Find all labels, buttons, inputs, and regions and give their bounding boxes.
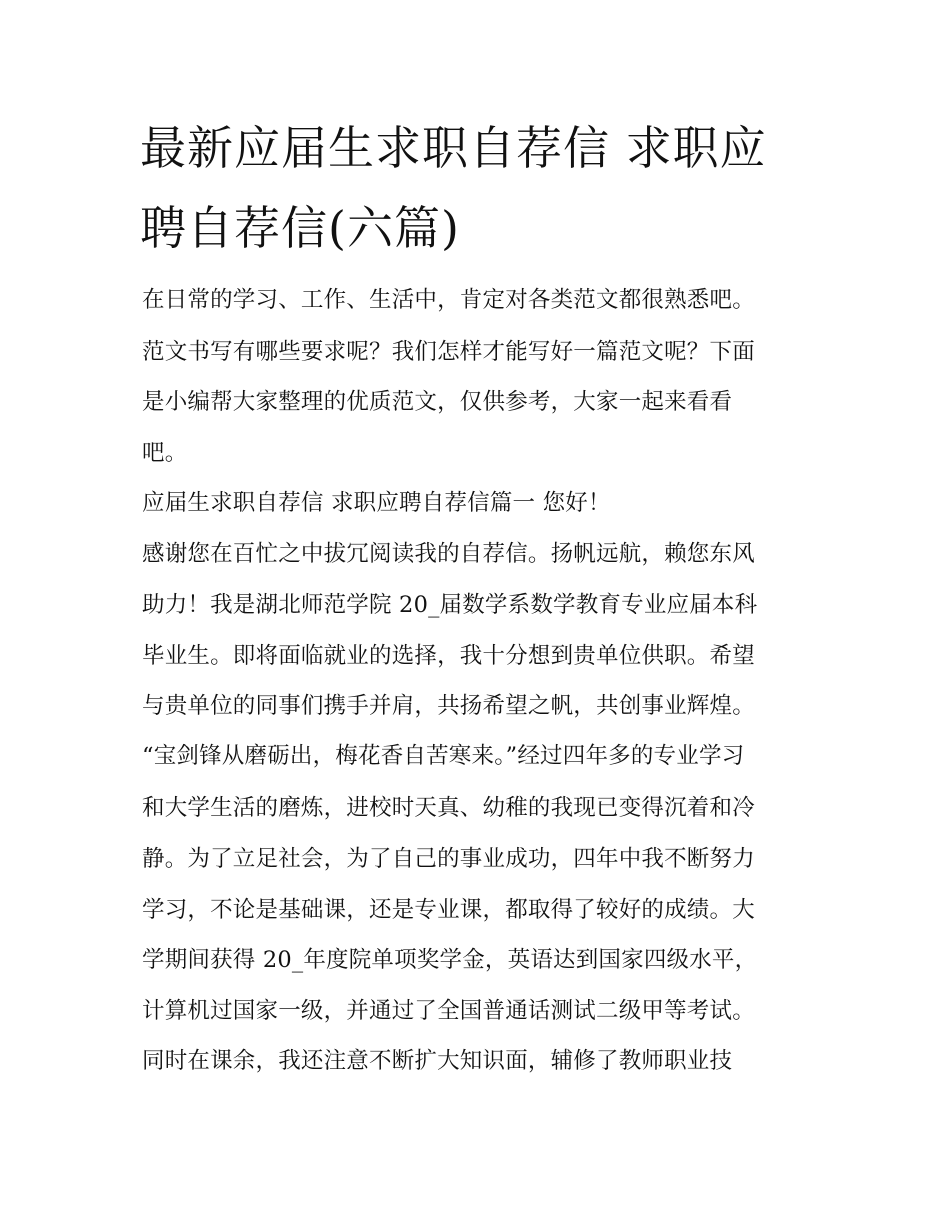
- body-text-line: 同时在课余，我还注意不断扩大知识面，辅修了教师职业技: [142, 1048, 733, 1074]
- body-text-line: 是小编帮大家整理的优质范文，仅供参考，大家一起来看看: [142, 389, 733, 415]
- body-text-line: 助力！我是湖北师范学院 20_届数学系数学教育专业应届本科: [142, 592, 758, 618]
- section-heading-line: 应届生求职自荐信 求职应聘自荐信篇一 您好！: [142, 490, 611, 516]
- body-text-line: 学期间获得 20_年度院单项奖学金，英语达到国家四级水平，: [142, 947, 758, 973]
- body-text-line: 毕业生。即将面临就业的选择，我十分想到贵单位供职。希望: [142, 643, 755, 669]
- document-title-line-2: 聘自荐信(六篇): [140, 201, 460, 255]
- body-text-line: 在日常的学习、工作、生活中，肯定对各类范文都很熟悉吧。: [142, 287, 755, 313]
- body-text-line: 和大学生活的磨炼，进校时天真、幼稚的我现已变得沉着和冷: [142, 795, 755, 821]
- body-text-line: 吧。: [142, 440, 188, 466]
- body-text-line: 静。为了立足社会，为了自己的事业成功，四年中我不断努力: [142, 846, 755, 872]
- body-text-line: 范文书写有哪些要求呢？我们怎样才能写好一篇范文呢？下面: [142, 339, 755, 365]
- body-text-line: 感谢您在百忙之中拔冗阅读我的自荐信。扬帆远航，赖您东风: [142, 541, 755, 567]
- body-text-line: 学习，不论是基础课，还是专业课，都取得了较好的成绩。大: [142, 897, 755, 923]
- document-title-line-1: 最新应届生求职自荐信 求职应: [140, 121, 767, 175]
- body-text-line: “宝剑锋从磨砺出，梅花香自苦寒来。”经过四年多的专业学习: [142, 743, 745, 769]
- body-text-line: 计算机过国家一级，并通过了全国普通话测试二级甲等考试。: [142, 998, 755, 1024]
- body-text-line: 与贵单位的同事们携手并肩，共扬希望之帆，共创事业辉煌。: [142, 693, 755, 719]
